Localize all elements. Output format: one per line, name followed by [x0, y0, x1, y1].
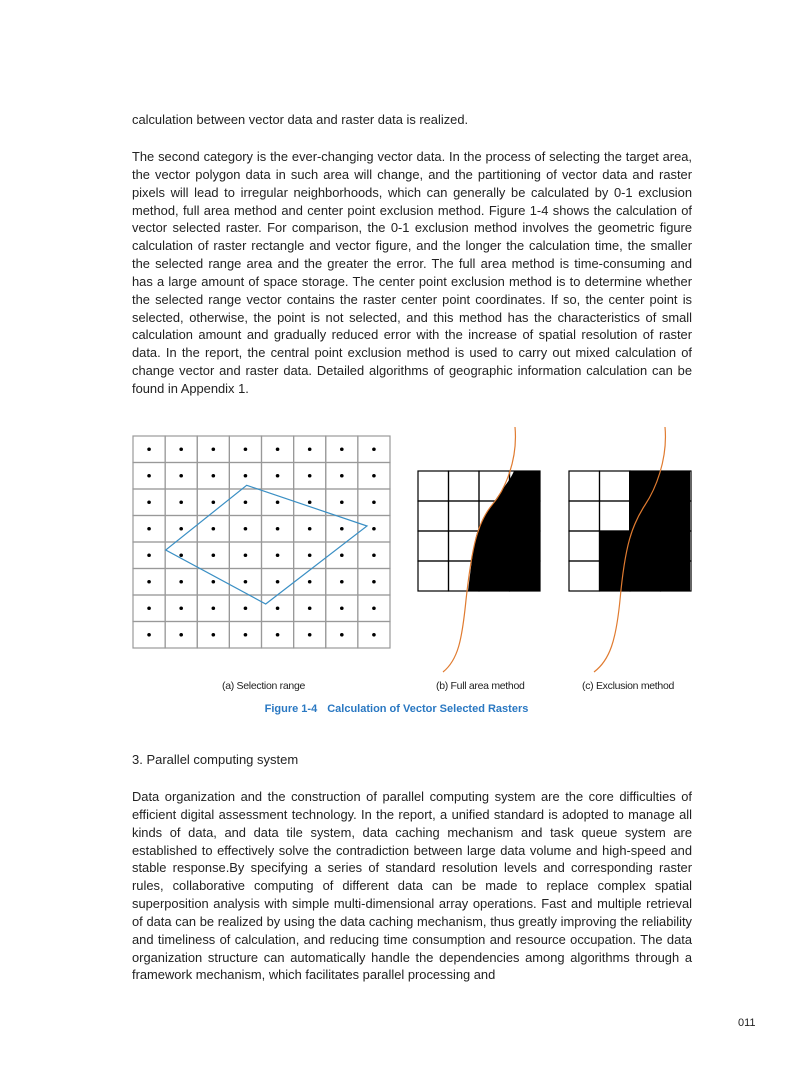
cell-center-point — [212, 474, 216, 478]
raster-cell — [569, 501, 600, 531]
section-heading: 3. Parallel computing system — [132, 752, 299, 767]
cell-center-point — [276, 447, 280, 451]
cell-center-point — [308, 553, 312, 557]
cell-center-point — [179, 553, 183, 557]
paragraph-parallel-computing: Data organization and the construction of parallel computing system are the core difficulties of efficient digital assessment technology. In the report, a unified standard is adopted to manage all kinds of data, and data tile system, data caching mechanism and task queue system are established to effectively solve the contradiction between large data volume and high-speed and stable response.By specifying a series of standard resolution levels and corresponding raster rules, collaborative computing of different data can be made to replace complex spatial superposition analysis with simple multi-dimensional array operations. Fast and multiple retrieval of data can be realized by using the data caching mechanism, thus greatly improving the reliability and timeliness of calculation, and reducing time consumption and resource occupation. The data organization structure can automatically handle the dependencies among algorithms through a framework mechanism, which facilitates parallel processing and — [132, 789, 692, 983]
raster-cell — [449, 471, 480, 501]
cell-center-point — [340, 633, 344, 637]
subcaption-full-area: (b) Full area method — [436, 680, 525, 692]
cell-center-point — [179, 606, 183, 610]
cell-center-point — [212, 553, 216, 557]
cell-center-point — [340, 606, 344, 610]
cell-center-point — [212, 527, 216, 531]
raster-cell — [418, 471, 449, 501]
raster-cell — [449, 501, 480, 531]
cell-center-point — [372, 474, 376, 478]
cell-center-point — [340, 553, 344, 557]
cell-center-point — [308, 580, 312, 584]
figure-number: Figure 1-4 — [264, 703, 318, 715]
cell-center-point — [244, 500, 248, 504]
cell-center-point — [244, 447, 248, 451]
cell-center-point — [179, 500, 183, 504]
cell-center-point — [212, 606, 216, 610]
paragraph-vector-data: The second category is the ever-changing vector data. In the process of selecting the target area, the vector polygon data in such area will change, and the partitioning of vector data and raster pixels will lead to irregular neighborhoods, which can generally be calculated by 0-1 exclusion method, full area method and center point exclusion method. Figure 1-4 shows the calculation of vector selected raster. For comparison, the 0-1 exclusion method involves the geometric figure calculation of raster rectangle and vector figure, and the longer the calculation time, the smaller the selected range area and the greater the error. The full area method is time-consuming and has a large amount of space storage. The center point exclusion method is to determine whether the selected range vector contains the raster center point coordinates. If so, the center point is selected, otherwise, the point is not selected, and this method has the characteristics of small calculation amount and gradually reduced error with the increase of spatial resolution of raster data. In the report, the central point exclusion method is used to carry out mixed calculation of change vector and raster data. Detailed algorithms of geographic information calculation can be found in Appendix 1. — [132, 149, 692, 396]
cell-center-point — [340, 580, 344, 584]
raster-cell — [569, 471, 600, 501]
cell-center-point — [147, 633, 151, 637]
cell-center-point — [244, 553, 248, 557]
cell-center-point — [372, 500, 376, 504]
cell-center-point — [276, 633, 280, 637]
cell-center-point — [276, 474, 280, 478]
cell-center-point — [147, 500, 151, 504]
cell-center-point — [372, 553, 376, 557]
cell-center-point — [179, 580, 183, 584]
raster-cell — [600, 471, 631, 501]
cell-center-point — [244, 580, 248, 584]
cell-center-point — [179, 474, 183, 478]
cell-center-point — [244, 527, 248, 531]
cell-center-point — [340, 474, 344, 478]
cell-center-point — [276, 606, 280, 610]
cell-center-point — [372, 527, 376, 531]
cell-center-point — [276, 527, 280, 531]
cell-center-point — [276, 500, 280, 504]
cell-center-point — [147, 474, 151, 478]
page-number: 011 — [738, 1017, 756, 1029]
cell-center-point — [308, 527, 312, 531]
raster-cell — [569, 561, 600, 591]
raster-cell — [569, 531, 600, 561]
cell-center-point — [244, 474, 248, 478]
selection-polygon — [166, 485, 367, 604]
raster-cell — [418, 501, 449, 531]
raster-cell — [600, 501, 631, 531]
cell-center-point — [179, 527, 183, 531]
raster-cell — [418, 561, 449, 591]
cell-center-point — [147, 606, 151, 610]
cell-center-point — [212, 580, 216, 584]
subcaption-selection-range: (a) Selection range — [222, 680, 306, 692]
cell-center-point — [340, 527, 344, 531]
paragraph-intro: calculation between vector data and raster data is realized. — [132, 112, 469, 127]
cell-center-point — [308, 606, 312, 610]
figure-title: Calculation of Vector Selected Rasters — [327, 703, 529, 715]
cell-center-point — [244, 633, 248, 637]
subcaption-exclusion: (c) Exclusion method — [582, 680, 675, 692]
cell-center-point — [340, 447, 344, 451]
cell-center-point — [276, 580, 280, 584]
cell-center-point — [212, 633, 216, 637]
cell-center-point — [147, 447, 151, 451]
cell-center-point — [308, 447, 312, 451]
cell-center-point — [308, 500, 312, 504]
cell-center-point — [147, 553, 151, 557]
figure-caption — [0, 703, 793, 715]
full-area-method-diagram — [418, 427, 540, 672]
cell-center-point — [179, 447, 183, 451]
cell-center-point — [276, 553, 280, 557]
selection-range-grid — [133, 436, 390, 648]
cell-center-point — [372, 633, 376, 637]
cell-center-point — [244, 606, 248, 610]
exclusion-method-diagram — [569, 427, 691, 672]
cell-center-point — [372, 606, 376, 610]
cell-center-point — [212, 500, 216, 504]
cell-center-point — [308, 633, 312, 637]
raster-cell — [418, 531, 449, 561]
cell-center-point — [372, 580, 376, 584]
cell-center-point — [147, 527, 151, 531]
cell-center-point — [340, 500, 344, 504]
cell-center-point — [147, 580, 151, 584]
cell-center-point — [372, 447, 376, 451]
cell-center-point — [308, 474, 312, 478]
cell-center-point — [179, 633, 183, 637]
cell-center-point — [212, 447, 216, 451]
